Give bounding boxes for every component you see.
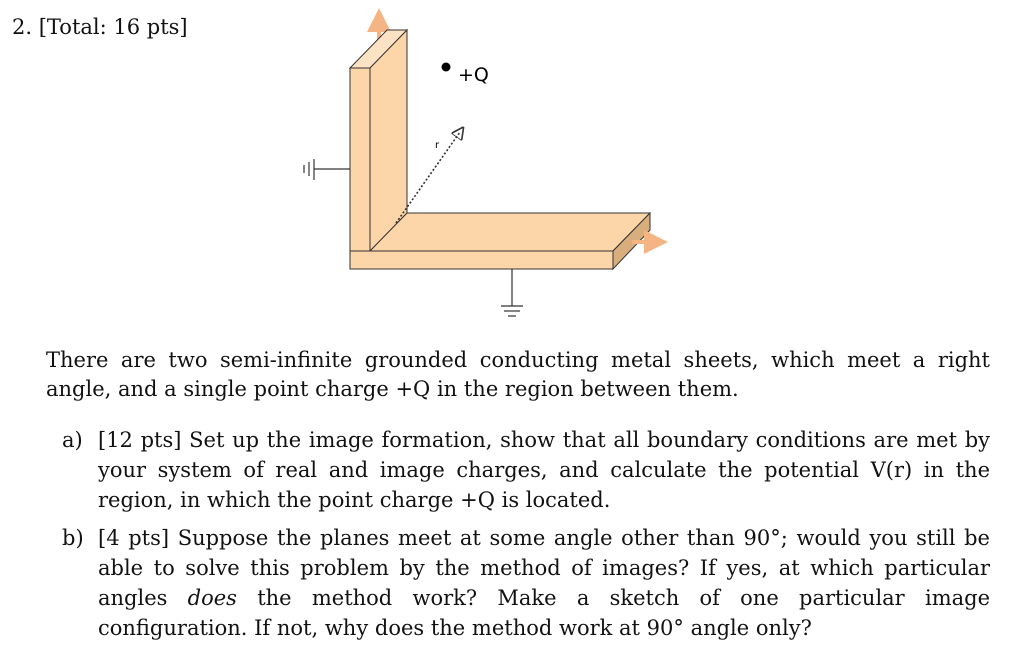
part-b-text-1: [4 pts] Suppose the planes meet at some angle other than 90°; would you still be able to solve this problem by the method of images? If yes, at which particular angles [98, 526, 990, 610]
part-b-text [98, 523, 990, 643]
conducting-sheets-figure [280, 8, 680, 338]
r-label: r [435, 140, 440, 151]
part-a [62, 425, 990, 515]
ground-symbol-icon [501, 269, 523, 316]
part-b-emphasis: does [187, 586, 237, 610]
horizontal-sheet-front [350, 251, 613, 269]
problem-number: 2. [12, 15, 33, 39]
part-b-label: b) [62, 526, 84, 550]
problem-total-points: [Total: 16 pts] [38, 15, 188, 39]
horizontal-sheet-top [370, 213, 650, 251]
charge-label: +Q [458, 64, 489, 86]
part-a-label: a) [62, 428, 83, 452]
problem-intro: There are two semi-infinite grounded conducting metal sheets, which meet a right angle, and a single point charge +Q in the region between them. [46, 348, 990, 401]
figure-svg [280, 8, 680, 338]
part-a-text: [12 pts] Set up the image formation, show that all boundary conditions are met by your system of real and image charges, and calculate the potential V(r) in the region, in which the point charge +Q is located. [98, 428, 990, 512]
problem-header [12, 14, 188, 40]
part-b-text-2: the method work? Make a sketch of one particular image configuration. If not, why does the method work at 90° angle only? [98, 586, 990, 640]
part-b [62, 523, 990, 643]
vertical-sheet-inner-face [370, 30, 407, 251]
point-charge-icon [442, 63, 451, 72]
ground-symbol-icon [304, 159, 350, 180]
vertical-sheet-front [350, 68, 370, 251]
